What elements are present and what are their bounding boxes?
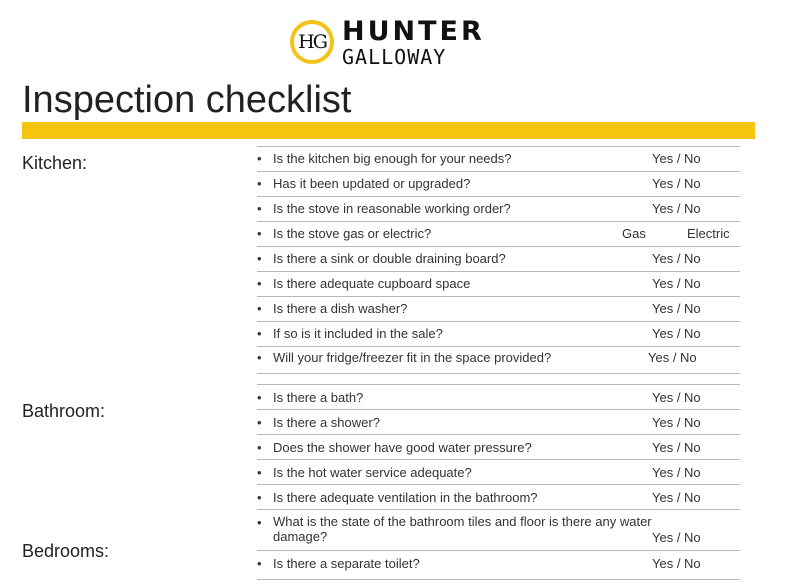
checklist-question: Is the stove gas or electric? (273, 226, 432, 241)
checklist-question: Is there adequate cupboard space (273, 276, 471, 291)
bullet-icon: • (257, 415, 262, 430)
list-item (257, 409, 740, 434)
list-item (257, 321, 740, 346)
logo-initials: HG (293, 23, 331, 61)
list-item (257, 550, 740, 580)
yes-no-option[interactable]: Yes / No (652, 490, 701, 505)
checklist-question: Is there a sink or double draining board? (273, 251, 506, 266)
bullet-icon: • (257, 350, 262, 365)
bullet-icon: • (257, 276, 262, 291)
bullet-icon: • (257, 251, 262, 266)
yes-no-option[interactable]: Yes / No (652, 465, 701, 480)
bullet-icon: • (257, 176, 262, 191)
bullet-icon: • (257, 515, 262, 530)
yes-no-option[interactable]: Yes / No (652, 151, 701, 166)
checklist-question: If so is it included in the sale? (273, 326, 443, 341)
checklist-question: Will your fridge/freezer fit in the space provided? (273, 350, 552, 365)
list-item (257, 384, 740, 409)
checklist-question: Is the kitchen big enough for your needs? (273, 151, 512, 166)
bullet-icon: • (257, 326, 262, 341)
logo-name-top: HUNTER (342, 16, 485, 47)
list-item (257, 296, 740, 321)
list-item (257, 271, 740, 296)
checklist-question: Is the stove in reasonable working order? (273, 201, 511, 216)
checklist-question: What is the state of the bathroom tiles and floor is there any water damage? (273, 514, 652, 544)
bullet-icon: • (257, 301, 262, 316)
logo-mark-icon (290, 20, 334, 64)
bullet-icon: • (257, 465, 262, 480)
list-item (257, 196, 740, 221)
checklist-question: Is there a shower? (273, 415, 380, 430)
list-item (257, 146, 740, 171)
checklist-question: Has it been updated or upgraded? (273, 176, 471, 191)
bathroom-checklist (257, 384, 740, 580)
hunter-galloway-logo (290, 18, 490, 68)
yes-no-option[interactable]: Yes / No (652, 301, 701, 316)
section-label-kitchen: Kitchen: (22, 153, 88, 173)
bullet-icon: • (257, 556, 262, 571)
section-label-bathroom: Bathroom: (22, 401, 106, 421)
bullet-icon: • (257, 490, 262, 505)
list-item (257, 221, 740, 246)
bullet-icon: • (257, 151, 262, 166)
yes-no-option[interactable]: Yes / No (652, 201, 701, 216)
bullet-icon: • (257, 226, 262, 241)
section-label-bedrooms: Bedrooms: (22, 541, 110, 561)
list-item (257, 484, 740, 509)
yes-no-option[interactable]: Yes / No (652, 276, 701, 291)
bullet-icon: • (257, 201, 262, 216)
checklist-question: Is there a bath? (273, 390, 364, 405)
yes-no-option[interactable]: Yes / No (652, 530, 701, 545)
yes-no-option[interactable]: Yes / No (652, 556, 701, 571)
checklist-question: Is there adequate ventilation in the bathroom? (273, 490, 538, 505)
list-item (257, 459, 740, 484)
yes-no-option[interactable]: Yes / No (652, 415, 701, 430)
yes-no-option[interactable]: Yes / No (652, 326, 701, 341)
page-title: Inspection checklist (22, 79, 352, 121)
checklist-question: Is there a dish washer? (273, 301, 408, 316)
yes-no-option[interactable]: Yes / No (648, 350, 697, 365)
checklist-question: Does the shower have good water pressure? (273, 440, 532, 455)
yes-no-option[interactable]: Yes / No (652, 251, 701, 266)
list-item (257, 434, 740, 459)
yes-no-option[interactable]: Yes / No (652, 176, 701, 191)
title-underline-bar (22, 122, 755, 139)
kitchen-checklist (257, 146, 740, 374)
bullet-icon: • (257, 440, 262, 455)
gas-option[interactable]: Gas (622, 226, 646, 241)
electric-option[interactable]: Electric (687, 226, 730, 241)
list-item (257, 509, 740, 550)
yes-no-option[interactable]: Yes / No (652, 390, 701, 405)
list-item (257, 171, 740, 196)
list-item (257, 346, 740, 374)
checklist-question: Is there a separate toilet? (273, 556, 420, 571)
logo-name-bottom: GALLOWAY (342, 45, 447, 69)
bullet-icon: • (257, 390, 262, 405)
checklist-question: Is the hot water service adequate? (273, 465, 472, 480)
list-item (257, 246, 740, 271)
yes-no-option[interactable]: Yes / No (652, 440, 701, 455)
